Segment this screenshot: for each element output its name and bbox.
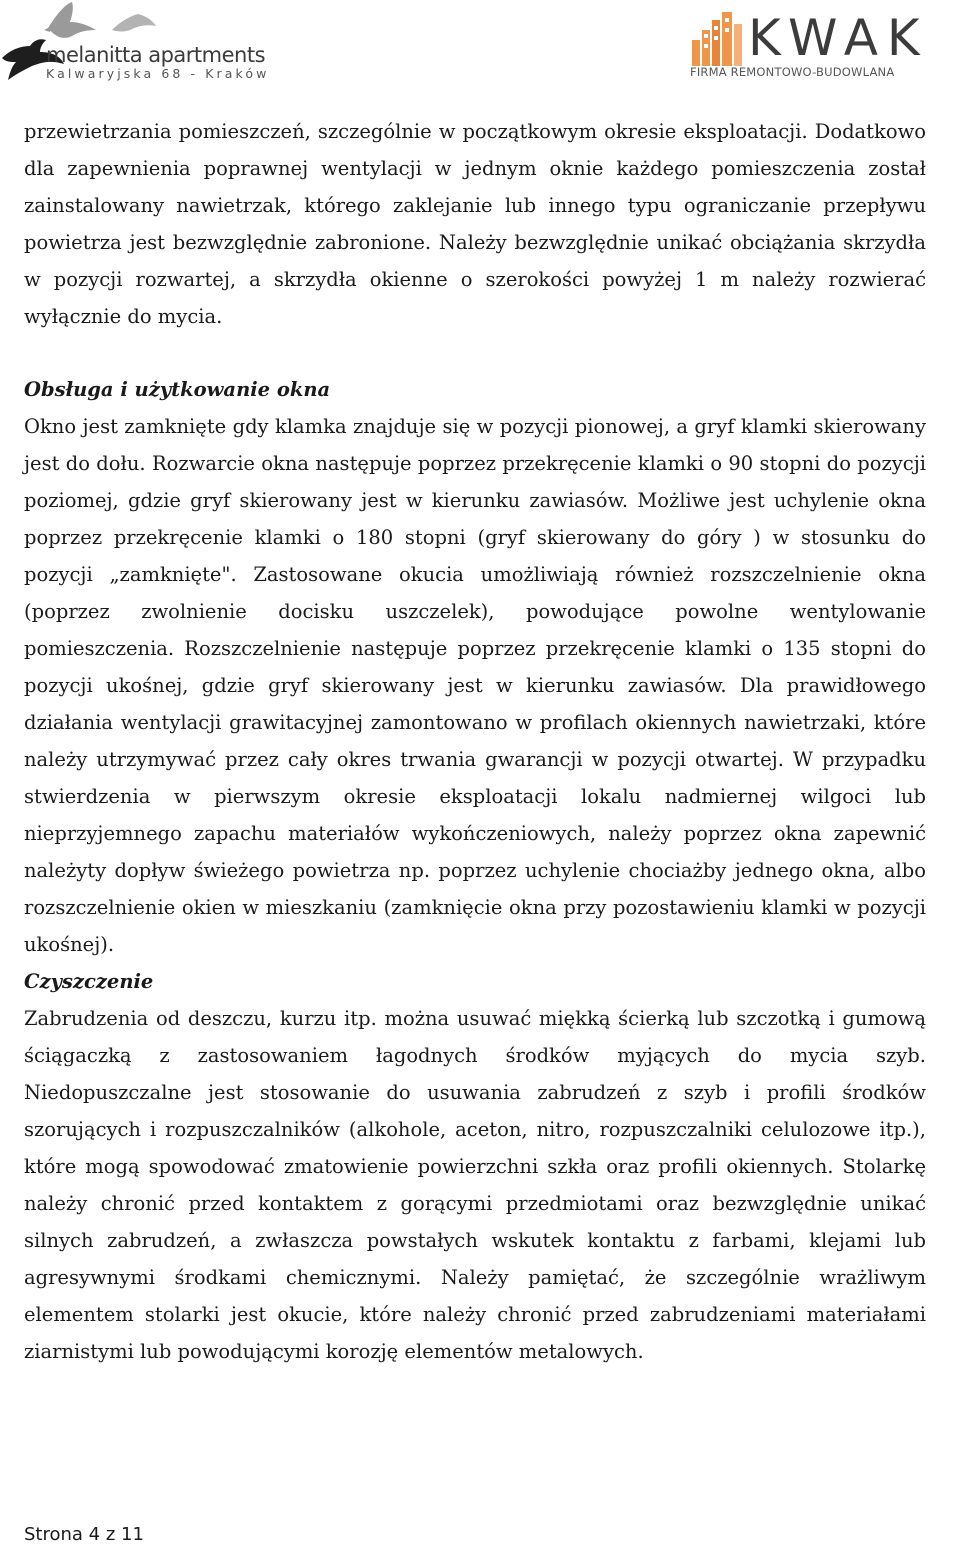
heading-window-usage: Obsługa i użytkowanie okna xyxy=(24,378,331,401)
brand-address: Kalwaryjska 68 - Kraków xyxy=(46,66,270,81)
page-number: Strona 4 z 11 xyxy=(24,1524,144,1545)
paragraph-cleaning: Zabrudzenia od deszczu, kurzu itp. można usuwać miękką ścierką lub szczotką i gumową ściągaczką z zastosowaniem łagodnych środków myjących do mycia szyb. Niedopuszczalne jest stosowanie do usuwania zabrudzeń z szyb i profili środków szorujących i rozpuszczalników (alkohole, aceton, nitro, rozpuszczalniki celulozowe itp.), które mogą spowodować zmatowienie powierzchni szkła oraz profili okiennych. Stolarkę należy chronić przed kontaktem z gorącymi przedmiotami oraz bezwzględnie unikać silnych zabrudzeń, a zwłaszcza powstałych wskutek kontaktu z farbami, klejami lub agresywnymi środkami chemicznymi. Należy pamiętać, że szczególnie wrażliwym elementem stolarki jest okucie, które należy chronić przed zabrudzeniami materiałami ziarnistymi lub powodującymi korozję elementów metalowych. xyxy=(24,1007,926,1363)
kwak-tagline: FIRMA REMONTOWO-BUDOWLANA xyxy=(690,65,895,79)
page-header xyxy=(0,0,960,95)
heading-cleaning: Czyszczenie xyxy=(24,970,154,993)
brand-name: melanitta apartments xyxy=(46,43,266,67)
document-body xyxy=(24,113,926,1370)
kwak-logo xyxy=(688,10,950,85)
melanitta-logo xyxy=(0,0,290,90)
paragraph-ventilation: przewietrzania pomieszczeń, szczególnie w początkowym okresie eksploatacji. Dodatkowo dla zapewnienia poprawnej wentylacji w jednym oknie każdego pomieszczenia został zainstalowany nawietrzak, którego zaklejanie lub innego typu ograniczanie przepływu powietrza jest bezwzględnie zabronione. Należy bezwzględnie unikać obciążania skrzydła w pozycji rozwartej, a skrzydła okienne o szerokości powyżej 1 m należy rozwierać wyłącznie do mycia. xyxy=(24,120,926,328)
paragraph-window-usage: Okno jest zamknięte gdy klamka znajduje się w pozycji pionowej, a gryf klamki skierowany jest do dołu. Rozwarcie okna następuje poprzez przekręcenie klamki o 90 stopni do pozycji poziomej, gdzie gryf skierowany jest w kierunku zawiasów. Możliwe jest uchylenie okna poprzez przekręcenie klamki o 180 stopni (gryf skierowany do góry ) w stosunku do pozycji „zamknięte". Zastosowane okucia umożliwiają również rozszczelnienie okna (poprzez zwolnienie docisku uszczelek), powodujące powolne wentylowanie pomieszczenia. Rozszczelnienie następuje poprzez przekręcenie klamki o 135 stopni do pozycji ukośnej, gdzie gryf skierowany jest w kierunku zawiasów. Dla prawidłowego działania wentylacji grawitacyjnej zamontowano w profilach okiennych nawietrzaki, które należy utrzymywać przez cały okres trwania gwarancji w pozycji otwartej. W przypadku stwierdzenia w pierwszym okresie eksploatacji lokalu nadmiernej wilgoci lub nieprzyjemnego zapachu materiałów wykończeniowych, należy poprzez okna zapewnić należyty dopływ świeżego powietrza np. poprzez uchylenie chociażby jednego okna, albo rozszczelnienie okien w mieszkaniu (zamknięcie okna przy pozostawieniu klamki w pozycji ukośnej). xyxy=(24,415,926,956)
kwak-brand-name: KWAK xyxy=(748,9,929,67)
spacer xyxy=(24,335,926,371)
